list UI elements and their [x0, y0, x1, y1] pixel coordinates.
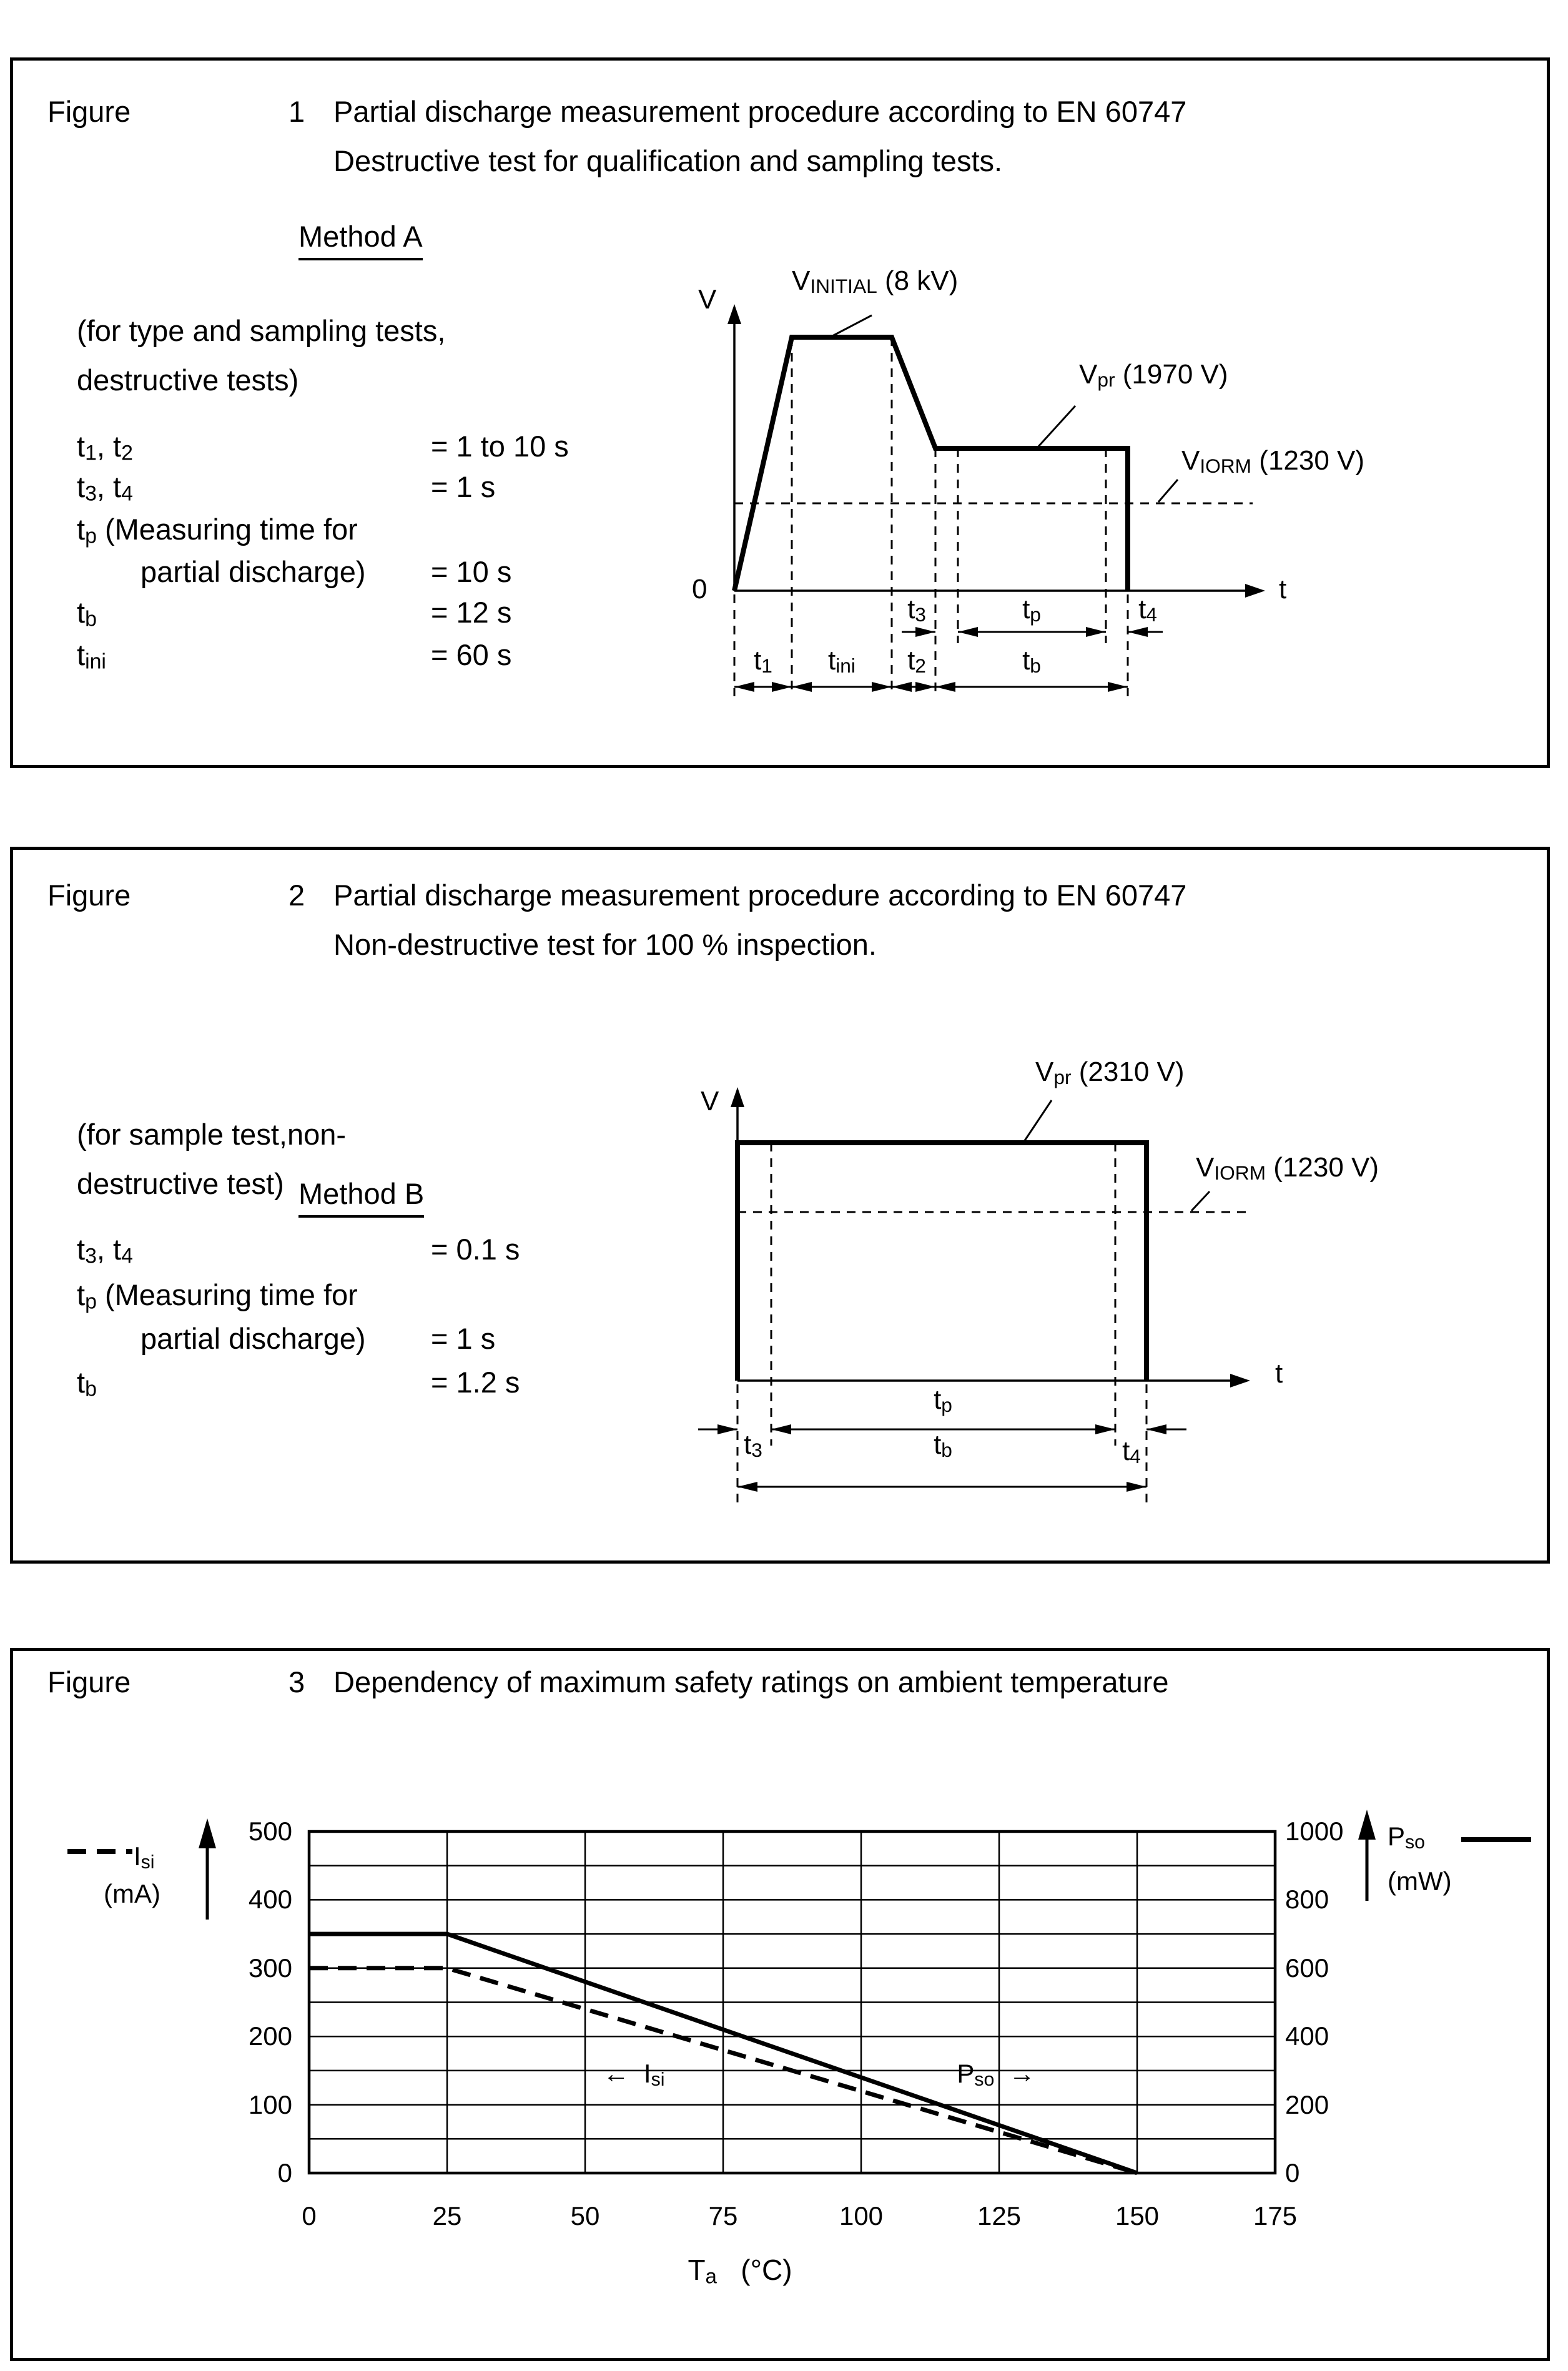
fig1-vinitial-label: VINITIAL (8 kV): [792, 265, 959, 298]
fig3-y-right-tick: 1000: [1285, 1816, 1344, 1846]
fig2-t-axis-label: t: [1275, 1358, 1283, 1389]
figure1-param-value: = 10 s: [431, 555, 512, 588]
fig1-viorm-label: VIORM (1230 V): [1181, 445, 1365, 478]
figure1-param-value: = 60 s: [431, 638, 512, 671]
figure1-note-line2: destructive tests): [77, 363, 299, 397]
fig1-dim-tp: tp: [1022, 594, 1041, 626]
fig3-y-left-tick: 100: [248, 2089, 292, 2119]
fig3-x-tick: 175: [1253, 2201, 1298, 2231]
figure2-param-value: = 1.2 s: [431, 1366, 520, 1399]
fig3-gridlines: [309, 1831, 1275, 2173]
fig3-y-left-tick: 500: [248, 1816, 292, 1846]
fig2-v-axis-label: V: [701, 1086, 719, 1116]
fig3-right-legend-series: Pso: [1388, 1821, 1425, 1853]
fig3-x-axis-title: Ta (°C): [688, 2254, 792, 2289]
figure1-waveform-diagram: [674, 265, 1324, 712]
fig1-dimension-arrows: [734, 632, 1163, 687]
fig1-dim-tini: tini: [828, 645, 855, 678]
fig1-t-axis-label: t: [1279, 574, 1287, 604]
fig3-y-right-tick: 800: [1285, 1885, 1329, 1915]
fig1-dim-tb: tb: [1022, 645, 1041, 678]
figure3-title: Dependency of maximum safety ratings on ambient temperature: [333, 1665, 1169, 1698]
fig3-y-right-tick: 400: [1285, 2021, 1329, 2051]
figure1-param-label: partial discharge): [141, 555, 366, 588]
fig1-v-axis-arrow-icon: [727, 304, 741, 324]
figure2-param-value: = 0.1 s: [431, 1233, 520, 1266]
figure3-label: Figure: [47, 1665, 131, 1698]
figure3-number: 3: [288, 1665, 305, 1698]
figure2-param-label: tb: [77, 1366, 97, 1401]
figure1-note-line1: (for type and sampling tests,: [77, 314, 446, 347]
figure1-param-label: tp (Measuring time for: [77, 513, 358, 548]
fig3-x-tick: 150: [1115, 2201, 1160, 2231]
fig1-origin-label: 0: [692, 574, 708, 604]
figure1-label: Figure: [47, 95, 131, 128]
fig1-dim-t3: t3: [907, 594, 926, 626]
fig3-isi-series-annotation: ← Isi: [603, 2059, 665, 2090]
fig1-vpr-label: Vpr (1970 V): [1079, 359, 1228, 392]
fig2-dim-tb: tb: [934, 1429, 952, 1462]
fig3-left-legend-series: Isi: [134, 1841, 155, 1873]
fig3-x-tick: 50: [570, 2201, 600, 2231]
fig2-v-axis-arrow-icon: [731, 1087, 744, 1107]
fig2-dim-tp: tp: [934, 1384, 952, 1417]
fig3-legend-marks: [67, 1810, 1531, 1920]
fig3-right-axis-arrow-icon: [1358, 1810, 1376, 1840]
figure1-param-label: t1, t2: [77, 430, 133, 465]
fig1-guides: [734, 337, 1253, 696]
figure1-param-label: t3, t4: [77, 470, 133, 506]
fig3-y-left-tick: 200: [248, 2021, 292, 2051]
figure1-number: 1: [288, 95, 305, 128]
fig3-y-right-tick: 200: [1285, 2089, 1329, 2119]
fig3-x-tick: 25: [432, 2201, 462, 2231]
fig3-left-axis-arrow-icon: [199, 1818, 216, 1848]
fig1-v-axis-label: V: [698, 284, 717, 315]
figure2-param-label: tp (Measuring time for: [77, 1278, 358, 1314]
fig2-axes: [731, 1087, 1250, 1388]
figure2-title-line1: Partial discharge measurement procedure according to EN 60747: [333, 879, 1187, 912]
figure1-method-heading: Method A: [298, 220, 423, 260]
figure1-title-line2: Destructive test for qualification and sampling tests.: [333, 144, 1003, 177]
figure1-param-value: = 12 s: [431, 596, 512, 629]
figure1-param-value: = 1 s: [431, 470, 496, 503]
fig3-y-right-tick: 600: [1285, 1953, 1329, 1983]
figure1-title-line1: Partial discharge measurement procedure according to EN 60747: [333, 95, 1187, 128]
fig3-x-tick: 100: [839, 2201, 884, 2231]
fig1-dim-t4: t4: [1138, 594, 1157, 626]
fig3-x-tick: 0: [302, 2201, 317, 2231]
figure2-waveform-diagram: [674, 1055, 1324, 1517]
figure2-number: 2: [288, 879, 305, 912]
figure1-param-label: tb: [77, 596, 97, 631]
figure2-note-line1: (for sample test,non-: [77, 1118, 347, 1151]
figure2-label: Figure: [47, 879, 131, 912]
fig3-y-left-tick: 400: [248, 1885, 292, 1915]
fig3-y-right-tick: 0: [1285, 2158, 1300, 2187]
figure1-param-value: = 1 to 10 s: [431, 430, 569, 463]
fig1-dim-t1: t1: [754, 645, 772, 678]
fig3-y-left-tick: 300: [248, 1953, 292, 1983]
fig1-dim-t2: t2: [907, 645, 926, 678]
figure2-title-line2: Non-destructive test for 100 % inspection.: [333, 928, 877, 961]
figure2-param-value: = 1 s: [431, 1322, 496, 1355]
fig2-label-pointer-lines: [1024, 1100, 1210, 1211]
fig2-voltage-waveform: [737, 1143, 1146, 1381]
fig1-dimension-arrowheads: [734, 627, 1148, 692]
figure2-note-line2: destructive test): [77, 1167, 284, 1200]
fig2-dim-t4: t4: [1122, 1436, 1141, 1468]
fig2-viorm-label: VIORM (1230 V): [1196, 1152, 1379, 1185]
figure2-param-label: t3, t4: [77, 1233, 133, 1268]
fig2-t-axis-arrow-icon: [1230, 1374, 1250, 1388]
fig3-y-left-tick: 0: [277, 2158, 292, 2187]
fig3-left-legend-unit: (mA): [104, 1879, 160, 1908]
fig2-vpr-label: Vpr (2310 V): [1035, 1057, 1185, 1089]
fig1-voltage-waveform: [734, 337, 1128, 591]
fig2-guides: [737, 1143, 1246, 1508]
fig3-x-tick: 125: [977, 2201, 1022, 2231]
figure1-param-label: tini: [77, 638, 106, 674]
fig2-dim-t3: t3: [744, 1429, 762, 1462]
fig3-pso-series-annotation: Pso →: [957, 2059, 1035, 2090]
fig3-x-tick: 75: [708, 2201, 738, 2231]
fig1-t-axis-arrow-icon: [1245, 584, 1265, 598]
figure2-method-heading: Method B: [298, 1177, 424, 1218]
figure2-param-label: partial discharge): [141, 1322, 366, 1355]
fig3-right-legend-unit: (mW): [1388, 1866, 1452, 1896]
